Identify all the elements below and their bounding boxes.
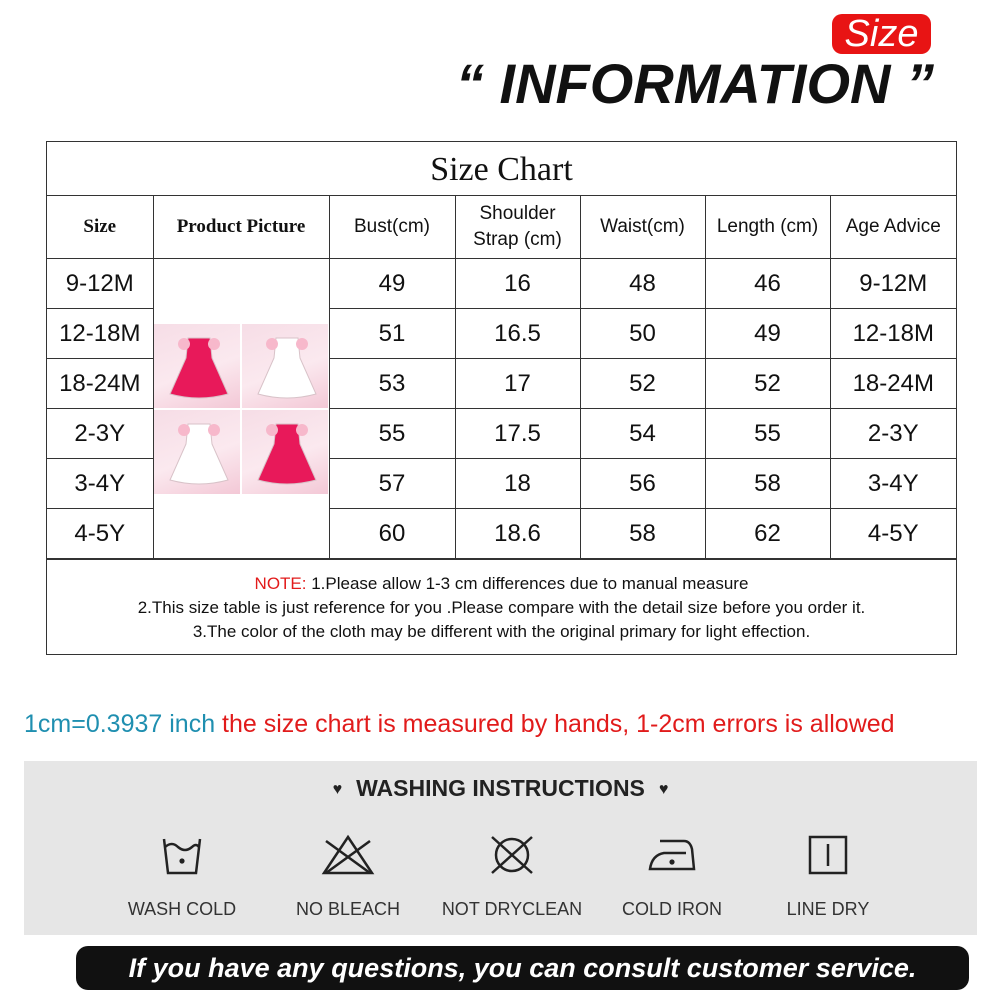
- note-text-1: 1.Please allow 1-3 cm differences due to manual measure: [306, 574, 749, 593]
- column-header: Size: [47, 195, 153, 259]
- shoulder-cell: 17.5: [455, 409, 580, 459]
- bust-cell: 51: [329, 309, 455, 359]
- not-dryclean-item: [432, 833, 592, 923]
- length-cell: 58: [705, 459, 830, 509]
- chart-title: Size Chart: [47, 142, 956, 196]
- length-cell: 55: [705, 409, 830, 459]
- length-cell: 49: [705, 309, 830, 359]
- size-badge: Size: [832, 14, 931, 54]
- waist-cell: 54: [580, 409, 705, 459]
- bust-cell: 55: [329, 409, 455, 459]
- wash-label: COLD IRON: [621, 899, 722, 919]
- length-cell: 62: [705, 509, 830, 559]
- column-header: Product Picture: [153, 195, 329, 259]
- column-header: Bust(cm): [329, 195, 455, 259]
- not-dryclean-icon: [486, 833, 538, 877]
- line-dry-item: [748, 833, 908, 923]
- shoulder-cell: 18: [455, 459, 580, 509]
- age-cell: 9-12M: [830, 259, 956, 309]
- age-cell: 3-4Y: [830, 459, 956, 509]
- age-cell: 2-3Y: [830, 409, 956, 459]
- age-cell: 12-18M: [830, 309, 956, 359]
- wash-label: NOT DRYCLEAN: [441, 899, 583, 919]
- waist-cell: 48: [580, 259, 705, 309]
- table-header-row: [47, 195, 956, 259]
- size-table: [47, 195, 956, 559]
- waist-cell: 58: [580, 509, 705, 559]
- washing-title-text: WASHING INSTRUCTIONS: [356, 775, 645, 801]
- column-header: Length (cm): [705, 195, 830, 259]
- table-row: [47, 259, 956, 309]
- shoulder-cell: 17: [455, 359, 580, 409]
- no-bleach-item: [268, 833, 428, 923]
- waist-cell: 56: [580, 459, 705, 509]
- dress-image: [254, 334, 320, 404]
- dress-thumbnail: [154, 324, 240, 408]
- shoulder-cell: 18.6: [455, 509, 580, 559]
- column-header: Shoulder Strap (cm): [455, 195, 580, 259]
- note-line-1: [47, 572, 956, 596]
- size-chart: [46, 141, 957, 655]
- shoulder-cell: 16.5: [455, 309, 580, 359]
- bust-cell: 53: [329, 359, 455, 409]
- length-cell: 46: [705, 259, 830, 309]
- bust-cell: 57: [329, 459, 455, 509]
- size-cell: 3-4Y: [47, 459, 153, 509]
- waist-cell: 50: [580, 309, 705, 359]
- length-cell: 52: [705, 359, 830, 409]
- size-cell: 18-24M: [47, 359, 153, 409]
- no-bleach-icon: [320, 833, 376, 877]
- washing-title: [24, 773, 977, 805]
- cold-iron-item: [592, 833, 752, 923]
- wash-label: LINE DRY: [786, 899, 870, 919]
- information-title: “ INFORMATION ”: [456, 52, 935, 115]
- shoulder-cell: 16: [455, 259, 580, 309]
- dress-thumbnail: [242, 410, 328, 494]
- note-label: NOTE:: [254, 574, 307, 593]
- heart-icon: ♥: [332, 781, 343, 798]
- note-line-2: 2.This size table is just reference for you .Please compare with the detail size before you order it.: [137, 598, 866, 617]
- dress-thumbnail: [242, 324, 328, 408]
- column-header: Waist(cm): [580, 195, 705, 259]
- dress-image: [254, 420, 320, 490]
- conversion-note: [24, 706, 984, 742]
- age-cell: 18-24M: [830, 359, 956, 409]
- heart-icon: ♥: [658, 781, 669, 798]
- waist-cell: 52: [580, 359, 705, 409]
- size-cell: 12-18M: [47, 309, 153, 359]
- dress-thumbnail: [154, 410, 240, 494]
- customer-service-banner: If you have any questions, you can consult customer service.: [76, 946, 969, 990]
- column-header: Age Advice: [830, 195, 956, 259]
- wash-cold-icon: [158, 833, 206, 877]
- dress-image: [166, 420, 232, 490]
- product-picture: [153, 259, 329, 559]
- note-line-3: 3.The color of the cloth may be different with the original primary for light effection.: [192, 622, 811, 641]
- bust-cell: 49: [329, 259, 455, 309]
- notes: [47, 559, 956, 654]
- bust-cell: 60: [329, 509, 455, 559]
- size-cell: 2-3Y: [47, 409, 153, 459]
- wash-label: NO BLEACH: [295, 899, 401, 919]
- wash-cold-item: [102, 833, 262, 923]
- wash-label: WASH COLD: [127, 899, 237, 919]
- cold-iron-icon: [646, 833, 698, 877]
- size-cell: 4-5Y: [47, 509, 153, 559]
- line-dry-icon: [806, 833, 850, 877]
- dress-image: [166, 334, 232, 404]
- error-note: the size chart is measured by hands, 1-2cm errors is allowed: [215, 710, 895, 738]
- washing-panel: [24, 761, 977, 935]
- size-cell: 9-12M: [47, 259, 153, 309]
- inch-conversion: 1cm=0.3937 inch: [24, 710, 216, 738]
- age-cell: 4-5Y: [830, 509, 956, 559]
